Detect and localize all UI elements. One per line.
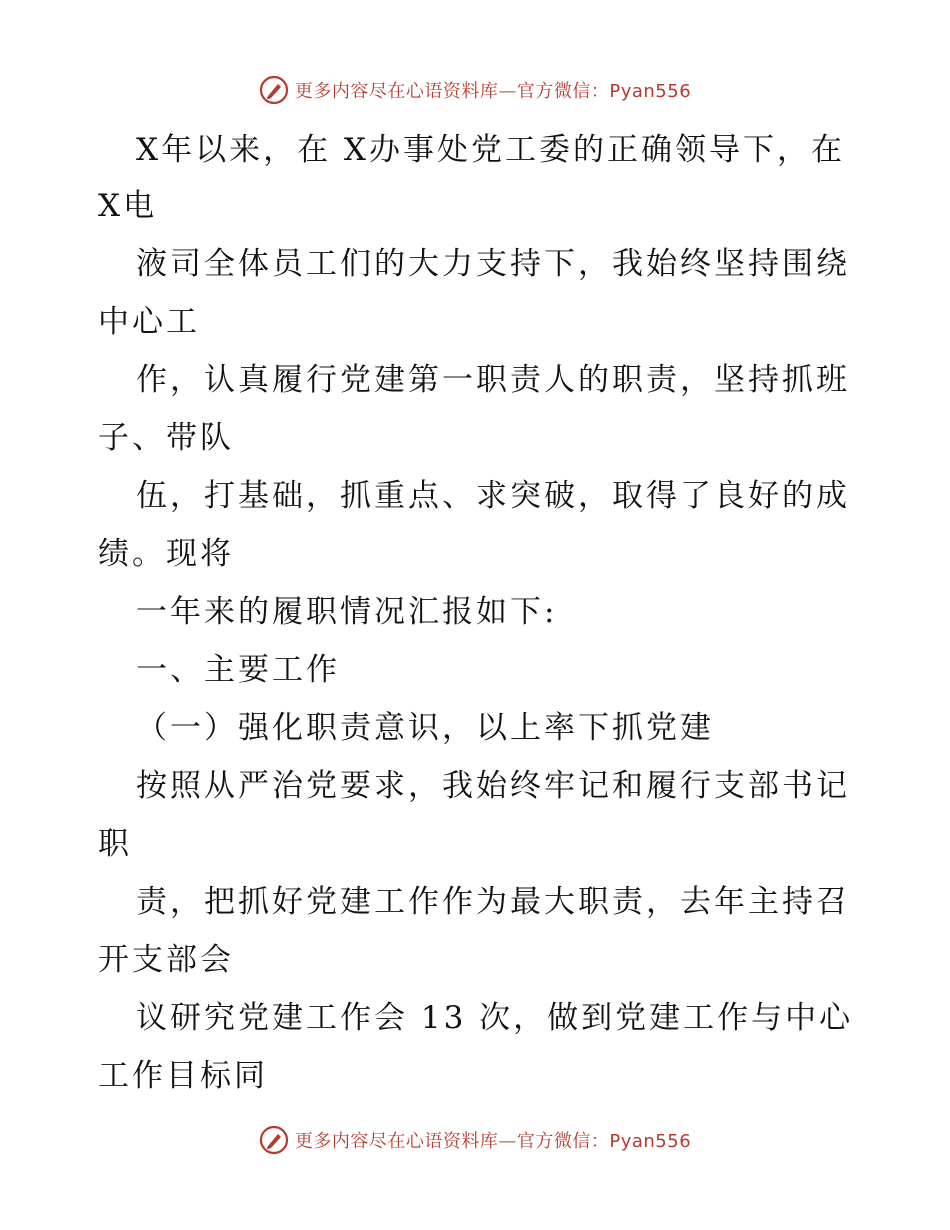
watermark-separator: — — [498, 1131, 517, 1152]
watermark-brand: 更多内容尽在心语资料库 — [294, 81, 499, 102]
body-line: 职 — [98, 826, 132, 862]
watermark-brand: 更多内容尽在心语资料库 — [294, 1131, 499, 1152]
watermark-contact-label: 官方微信： — [516, 1131, 610, 1152]
body-line: 子、带队 — [98, 420, 234, 456]
body-line: 中心工 — [98, 304, 200, 340]
watermark-contact-id: Pyan556 — [609, 1131, 692, 1152]
body-line: 议研究党建工作会 13 次，做到党建工作与中心 — [136, 1000, 854, 1036]
pen-logo-icon — [259, 1125, 289, 1155]
body-line: X电 — [98, 188, 158, 224]
body-line: 绩。现将 — [98, 536, 234, 572]
subsection-heading: （一）强化职责意识，以上率下抓党建 — [136, 710, 714, 746]
section-heading: 一、主要工作 — [136, 652, 340, 688]
body-line: 作，认真履行党建第一职责人的职责，坚持抓班 — [136, 362, 850, 398]
watermark-text — [295, 77, 691, 103]
body-line: 开支部会 — [98, 942, 234, 978]
watermark-text — [295, 1127, 691, 1153]
watermark-banner-bottom — [0, 1122, 950, 1158]
body-line: 伍，打基础，抓重点、求突破，取得了良好的成 — [136, 478, 850, 514]
body-line: 一年来的履职情况汇报如下: — [136, 594, 558, 630]
watermark-contact-label: 官方微信： — [516, 81, 610, 102]
body-line: 工作目标同 — [98, 1058, 268, 1094]
watermark-banner-top — [0, 72, 950, 108]
body-line: 按照从严治党要求，我始终牢记和履行支部书记 — [136, 768, 850, 804]
body-line: 液司全体员工们的大力支持下，我始终坚持围绕 — [136, 246, 850, 282]
watermark-separator: — — [498, 81, 517, 102]
watermark-contact-id: Pyan556 — [609, 81, 692, 102]
body-line: X年以来，在 X办事处党工委的正确领导下，在 — [136, 132, 845, 168]
body-line: 责，把抓好党建工作作为最大职责，去年主持召 — [136, 884, 850, 920]
pen-logo-icon — [259, 75, 289, 105]
